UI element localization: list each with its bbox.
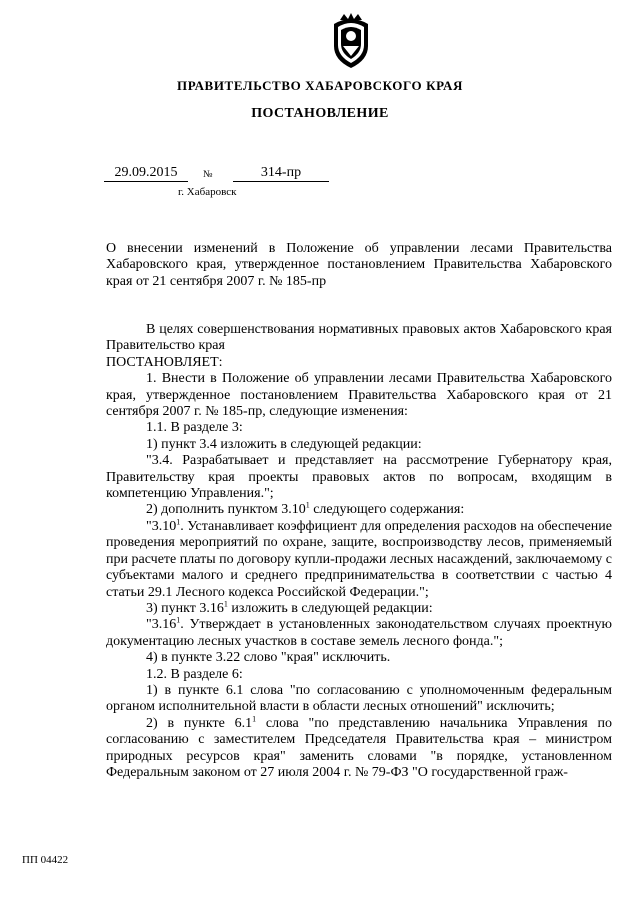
paragraph: 1.1. В разделе 3: bbox=[146, 420, 243, 436]
paragraph: 1. Внести в Положение об управлении лесами Правительства Хабаровского края, утвержденное постановлением Правительства Хабаровского края от 21 сентября 2007 г. № 185-пр, следующие изменения: bbox=[106, 371, 612, 420]
text: слова "по представлению начальника Управления по согласованию с заместителем Председателя Правительства края – министром природных ресурсов края" заменить словами "в порядке, установленном Федеральным законом от 27 июля 2004 г. № 79-ФЗ "О государственной граж- bbox=[106, 715, 612, 780]
document-date: 29.09.2015 bbox=[104, 165, 188, 182]
paragraph bbox=[106, 617, 612, 650]
document-subject: О внесении изменений в Положение об управлении лесами Правительства Хабаровского края, утвержденное постановлением Правительства Хабаровского края от 21 сентября 2007 г. № 185-пр bbox=[106, 241, 612, 289]
document-number: 314-пр bbox=[233, 165, 329, 182]
document-body bbox=[106, 322, 612, 781]
text: . Устанавливает коэффициент для определения расходов на обеспечение проведения мероприятий по охране, защите, воспроизводству лесов, применяемый при расчете платы по договору купли-продажи лесных насаждений, заключаемому с субъектами малого и среднего предпринимательства в соответствии с частью 4 статьи 29.1 Лесного кодекса Российской Федерации."; bbox=[106, 518, 612, 600]
paragraph bbox=[106, 716, 612, 782]
government-title: ПРАВИТЕЛЬСТВО ХАБАРОВСКОГО КРАЯ bbox=[176, 78, 463, 93]
text: "3.16 bbox=[146, 617, 177, 633]
paragraph: 1) в пункте 6.1 слова "по согласованию с уполномоченным федеральным органом исполнительной власти в области лесных отношений" исключить; bbox=[106, 682, 612, 715]
superscript: 1 bbox=[305, 500, 310, 510]
superscript: 1 bbox=[176, 615, 181, 625]
footer-code: ПП 04422 bbox=[22, 854, 69, 866]
number-sign: № bbox=[203, 169, 213, 180]
paragraph: "3.4. Разрабатывает и представляет на рассмотрение Губернатору края, Правительству края проекты правовых актов по вопросам, входящим в компетенцию Управления."; bbox=[106, 453, 612, 502]
document-type: ПОСТАНОВЛЕНИЕ bbox=[251, 106, 389, 121]
paragraph: 1) пункт 3.4 изложить в следующей редакции: bbox=[146, 436, 422, 452]
superscript: 1 bbox=[223, 599, 228, 609]
text: изложить в следующей редакции: bbox=[227, 600, 433, 616]
paragraph: 1.2. В разделе 6: bbox=[146, 666, 243, 682]
coat-of-arms-icon bbox=[328, 12, 374, 70]
superscript: 1 bbox=[252, 714, 257, 724]
superscript: 1 bbox=[176, 517, 181, 527]
city: г. Хабаровск bbox=[178, 186, 237, 198]
text: . Утверждает в установленных законодательством случаях проектную документацию лесных участков в составе земель лесного фонда."; bbox=[106, 617, 612, 649]
text: 2) дополнить пунктом 3.10 bbox=[146, 502, 306, 518]
paragraph-resolves: ПОСТАНОВЛЯЕТ: bbox=[106, 354, 223, 370]
text: следующего содержания: bbox=[309, 502, 465, 518]
paragraph bbox=[106, 502, 612, 518]
paragraph bbox=[106, 519, 612, 601]
text: "3.10 bbox=[146, 518, 177, 534]
text: 2) в пункте 6.1 bbox=[146, 715, 253, 731]
paragraph: В целях совершенствования нормативных правовых актов Хабаровского края Правительство края bbox=[106, 322, 612, 354]
paragraph bbox=[106, 601, 612, 617]
paragraph: 4) в пункте 3.22 слово "края" исключить. bbox=[146, 650, 391, 666]
text: 3) пункт 3.16 bbox=[146, 600, 224, 616]
